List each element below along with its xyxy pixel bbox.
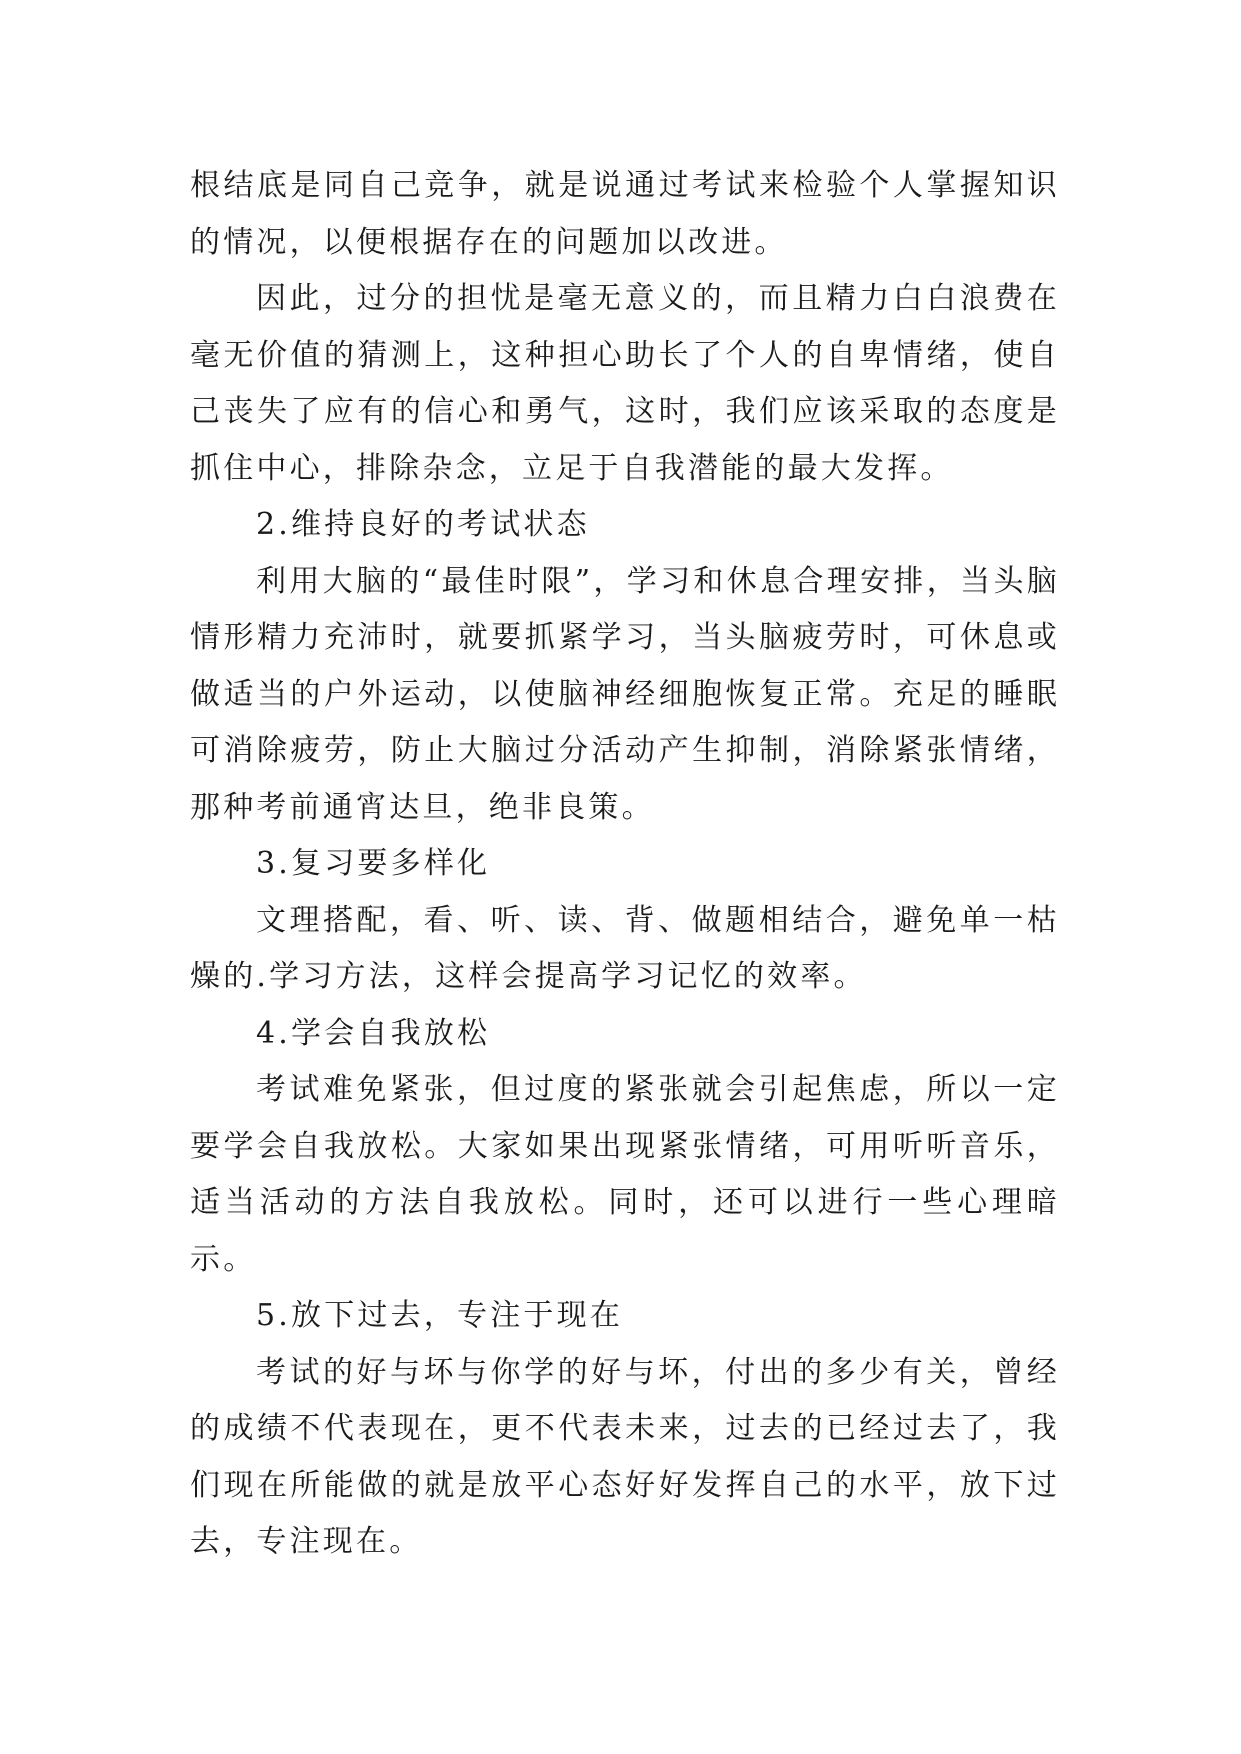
paragraph-body: 考试难免紧张，但过度的紧张就会引起焦虑，所以一定要学会自我放松。大家如果出现紧张情绪，可用听听音乐，适当活动的方法自我放松。同时，还可以进行一些心理暗示。 [190,1072,1060,1277]
paragraph-body: 因此，过分的担忧是毫无意义的，而且精力白白浪费在毫无价值的猜测上，这种担心助长了个人的自卑情绪，使自己丧失了应有的信心和勇气，这时，我们应该采取的态度是抓住中心，排除杂念，立足于自我潜能的最大发挥。 [190,281,1060,486]
paragraph-body: 考试的好与坏与你学的好与坏，付出的多少有关，曾经的成绩不代表现在，更不代表未来，过去的已经过去了，我们现在所能做的就是放平心态好好发挥自己的水平，放下过去，专注现在。 [190,1354,1060,1559]
section-heading: 2.维持良好的考试状态 [256,507,590,542]
paragraph-continuation: 根结底是同自己竞争，就是说通过考试来检验个人掌握知识的情况，以便根据存在的问题加以改进。 [190,168,1060,260]
paragraph-body: 文理搭配，看、听、读、背、做题相结合，避免单一枯燥的.学习方法，这样会提高学习记忆的效率。 [190,902,1060,994]
paragraph-body: 利用大脑的“最佳时限”，学习和休息合理安排，当头脑情形精力充沛时，就要抓紧学习，当头脑疲劳时，可休息或做适当的户外运动，以使脑神经细胞恢复正常。充足的睡眠可消除疲劳，防止大脑过分活动产生抑制，消除紧张情绪，那种考前通宵达旦，绝非良策。 [190,563,1060,825]
section-heading: 3.复习要多样化 [256,846,491,881]
section-heading: 5.放下过去，专注于现在 [256,1298,624,1333]
document-body [190,158,1060,1571]
section-heading: 4.学会自我放松 [256,1015,491,1051]
